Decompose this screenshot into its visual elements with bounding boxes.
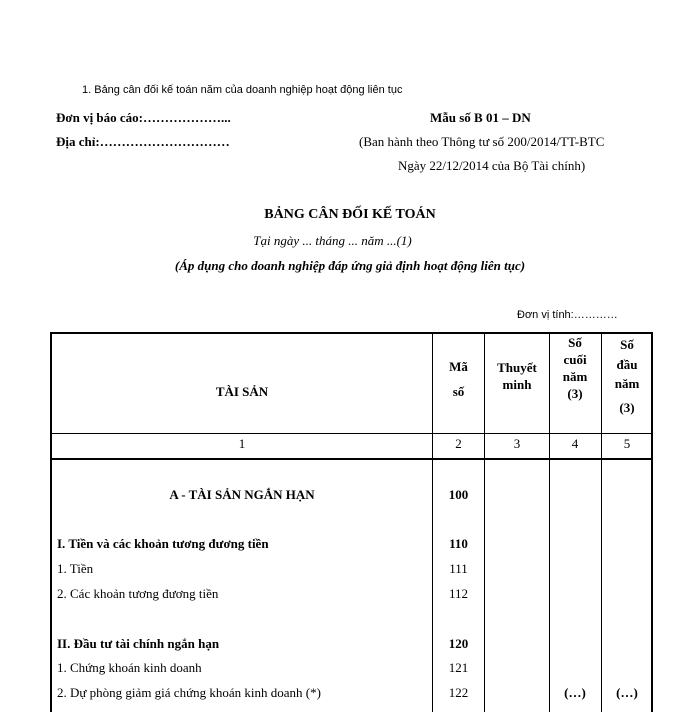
balance-sheet-table [50,332,653,712]
row-end-value: (…) [564,685,586,700]
row-code: 100 [448,487,469,502]
col-number-5: 5 [623,436,631,451]
row-code: 112 [448,586,469,601]
row-divider [52,458,651,460]
address-field: Địa chỉ:………………………… [56,134,230,149]
intro-line: 1. Bảng cân đối kế toán năm của doanh nghiệp hoạt động liên tục [82,84,403,96]
form-number: Mẫu số B 01 – DN [430,110,531,125]
section-title: A - TÀI SẢN NGẮN HẠN [169,487,315,502]
header-code [432,359,485,401]
header-assets: TÀI SẢN [215,384,269,399]
row-code: 121 [448,660,469,675]
row-start-value: (…) [616,685,638,700]
row-code: 110 [449,536,468,551]
col-number-1: 1 [238,436,246,451]
row-code: 122 [448,685,469,700]
issued-by-circular: (Ban hành theo Thông tư số 200/2014/TT-BTC [359,134,605,149]
row-label: II. Đầu tư tài chính ngắn hạn [57,636,220,651]
applicability-note: (Áp dụng cho doanh nghiệp đáp ứng giả định hoạt động liên tục) [174,258,526,273]
row-label: I. Tiền và các khoản tương đương tiền [57,536,269,551]
row-divider [52,433,651,434]
header-start-of-year [601,335,653,417]
header-note-line: Thuyết [497,360,537,375]
header-end-line: Số [568,335,582,350]
issued-date: Ngày 22/12/2014 của Bộ Tài chính) [398,158,586,173]
row-label: 1. Tiền [57,561,94,576]
row-code: 111 [449,561,468,576]
document-title: BẢNG CÂN ĐỐI KẾ TOÁN [264,207,436,222]
header-end-of-year [549,335,601,403]
header-note-line: minh [502,376,532,392]
col-number-2: 2 [455,436,462,451]
col-number-4: 4 [571,436,579,451]
header-start-line: Số [620,337,634,352]
row-label: 2. Dự phòng giảm giá chứng khoán kinh doanh (*) [57,685,321,700]
header-note [485,360,549,394]
header-start-line: (3) [619,399,635,415]
as-of-date: Tại ngày ... tháng ... năm ...(1) [253,233,412,248]
header-code-line: số [452,383,465,399]
header-start-line: năm [614,376,640,391]
currency-unit: Đơn vị tính:………… [517,309,618,321]
reporting-unit-field: Đơn vị báo cáo:………………... [56,110,231,125]
row-code: 120 [448,636,469,651]
row-label: 1. Chứng khoán kinh doanh [57,660,202,675]
header-code-line: Mã [449,359,468,374]
header-start-line: đầu [616,356,638,372]
header-end-line: cuối [563,351,587,367]
header-end-line: năm [562,368,588,384]
header-end-line: (3) [567,385,583,401]
row-label: 2. Các khoản tương đương tiền [57,586,219,601]
col-number-3: 3 [513,436,521,451]
